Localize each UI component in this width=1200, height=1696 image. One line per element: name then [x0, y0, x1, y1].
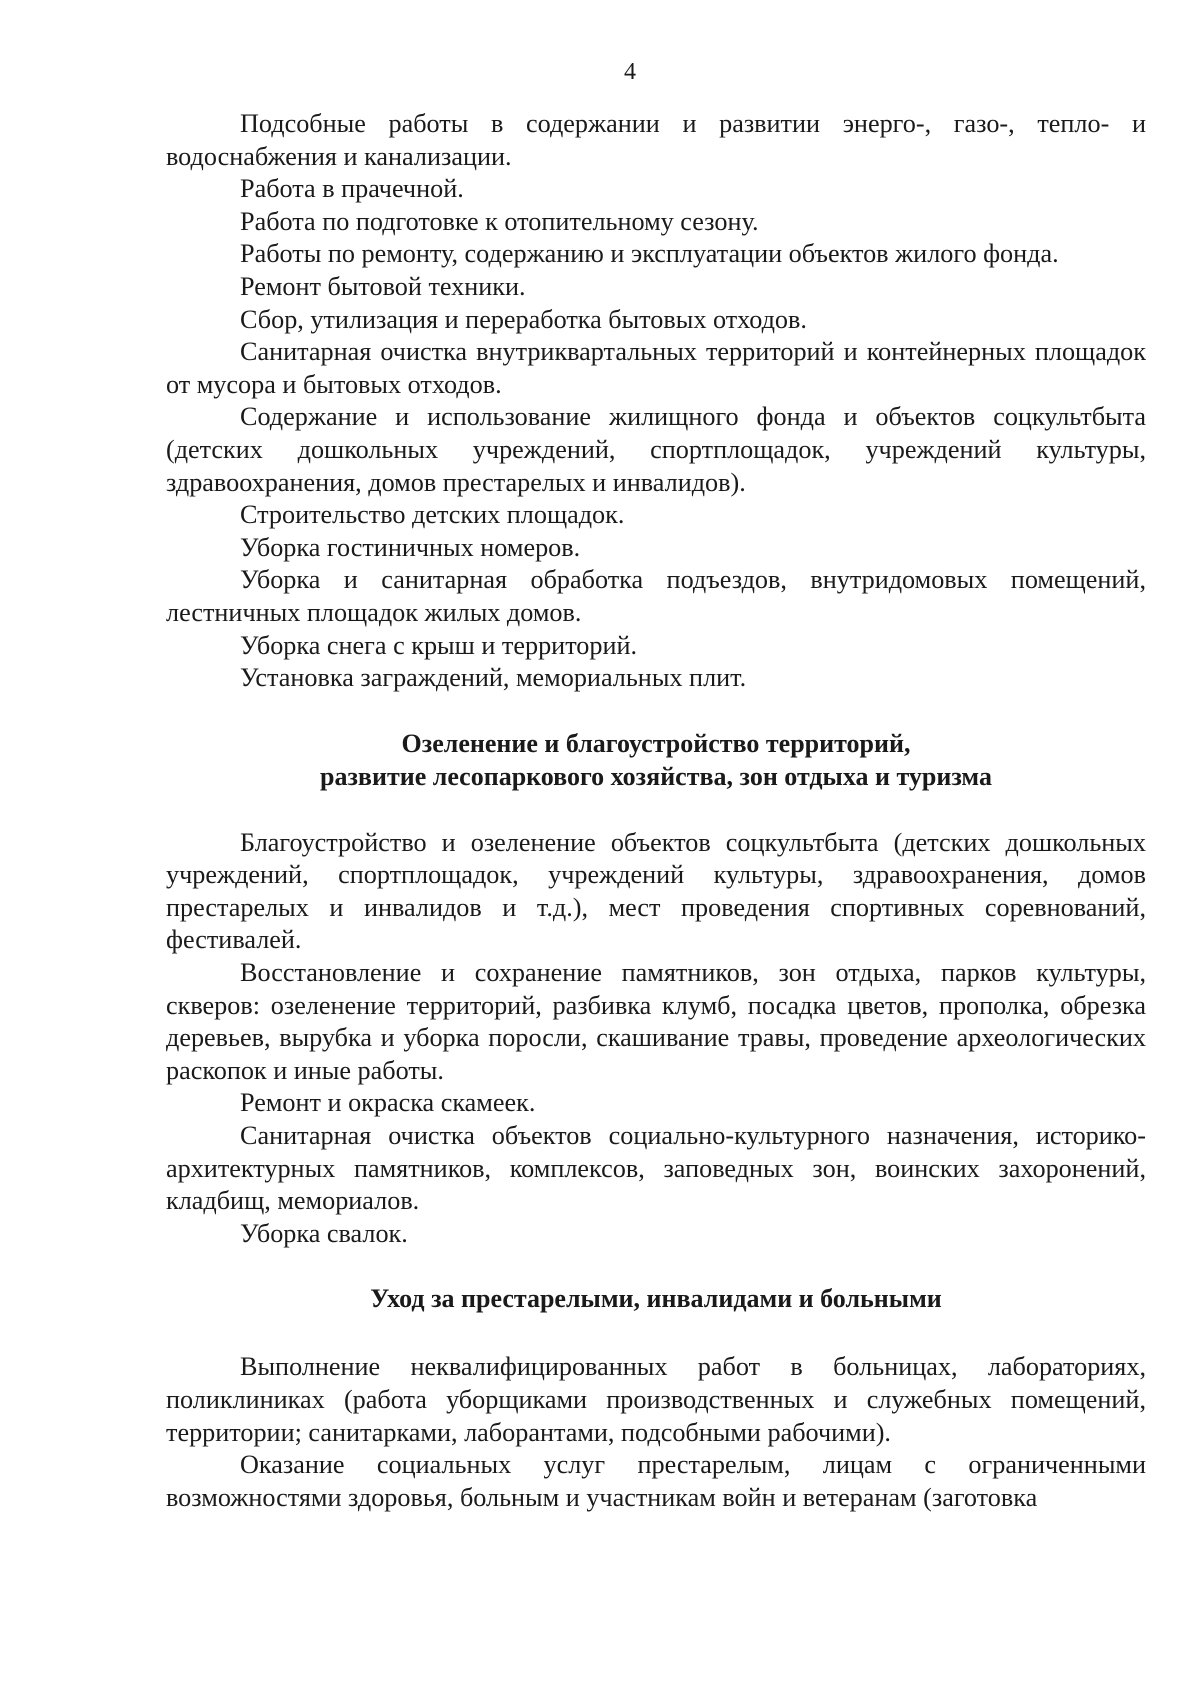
section-heading: Уход за престарелыми, инвалидами и больными: [370, 1284, 942, 1314]
paragraph: Выполнение неквалифицированных работ в больницах, лабораториях, поликлиниках (работа уборщиками производственных и служебных помещений, территории; санитарками, лаборантами, подсобными рабочими).: [166, 1352, 1146, 1447]
paragraph: Ремонт и окраска скамеек.: [240, 1088, 536, 1118]
section-elderly-care: [166, 1282, 1146, 1514]
paragraph: Уборка гостиничных номеров.: [240, 532, 581, 562]
paragraph: Строительство детских площадок.: [240, 500, 625, 530]
paragraph: Ремонт бытовой техники.: [240, 271, 526, 301]
section-housing-services: [166, 108, 1146, 695]
paragraph: Восстановление и сохранение памятников, зон отдыха, парков культуры, скверов: озеленение территорий, разбивка клумб, посадка цветов, прополка, обрезка деревьев, вырубка и уборка поросли, скашивание травы, проведение археологических раскопок и иные работы.: [166, 958, 1146, 1085]
page-number: 4: [624, 59, 636, 85]
paragraph: Уборка снега с крыш и территорий.: [240, 630, 638, 660]
paragraph: Уборка и санитарная обработка подъездов, внутридомовых помещений, лестничных площадок жилых домов.: [166, 565, 1146, 627]
paragraph: Установка заграждений, мемориальных плит.: [240, 663, 747, 693]
paragraph: Санитарная очистка внутриквартальных территорий и контейнерных площадок от мусора и бытовых отходов.: [166, 337, 1146, 399]
paragraph: Уборка свалок.: [240, 1218, 408, 1248]
section-heading-line: Озеленение и благоустройство территорий,: [401, 728, 911, 758]
paragraph: Подсобные работы в содержании и развитии энерго-, газо-, тепло- и водоснабжения и канализации.: [166, 109, 1146, 171]
paragraph: Сбор, утилизация и переработка бытовых отходов.: [240, 304, 807, 334]
paragraph: Работа по подготовке к отопительному сезону.: [240, 206, 759, 236]
section-heading: [166, 727, 1146, 793]
paragraph: Работа в прачечной.: [240, 174, 464, 204]
paragraph: Оказание социальных услуг престарелым, лицам с ограниченными возможностями здоровья, больным и участникам войн и ветеранам (заготовка: [166, 1450, 1146, 1512]
paragraph: Санитарная очистка объектов социально-культурного назначения, историко-архитектурных памятников, комплексов, заповедных зон, воинских захоронений, кладбищ, мемориалов.: [166, 1121, 1146, 1216]
paragraph: Содержание и использование жилищного фонда и объектов соцкультбыта (детских дошкольных учреждений, спортплощадок, учреждений культуры, здравоохранения, домов престарелых и инвалидов).: [166, 402, 1146, 497]
section-heading-line: развитие лесопаркового хозяйства, зон отдыха и туризма: [320, 761, 992, 791]
paragraph: Работы по ремонту, содержанию и эксплуатации объектов жилого фонда.: [240, 239, 1059, 269]
document-body: [166, 108, 1146, 1514]
paragraph: Благоустройство и озеленение объектов соцкультбыта (детских дошкольных учреждений, спортплощадок, учреждений культуры, здравоохранения, домов престарелых и инвалидов и т.д.), мест проведения спортивных соревнований, фестивалей.: [166, 827, 1146, 955]
section-landscaping: [166, 727, 1146, 1251]
